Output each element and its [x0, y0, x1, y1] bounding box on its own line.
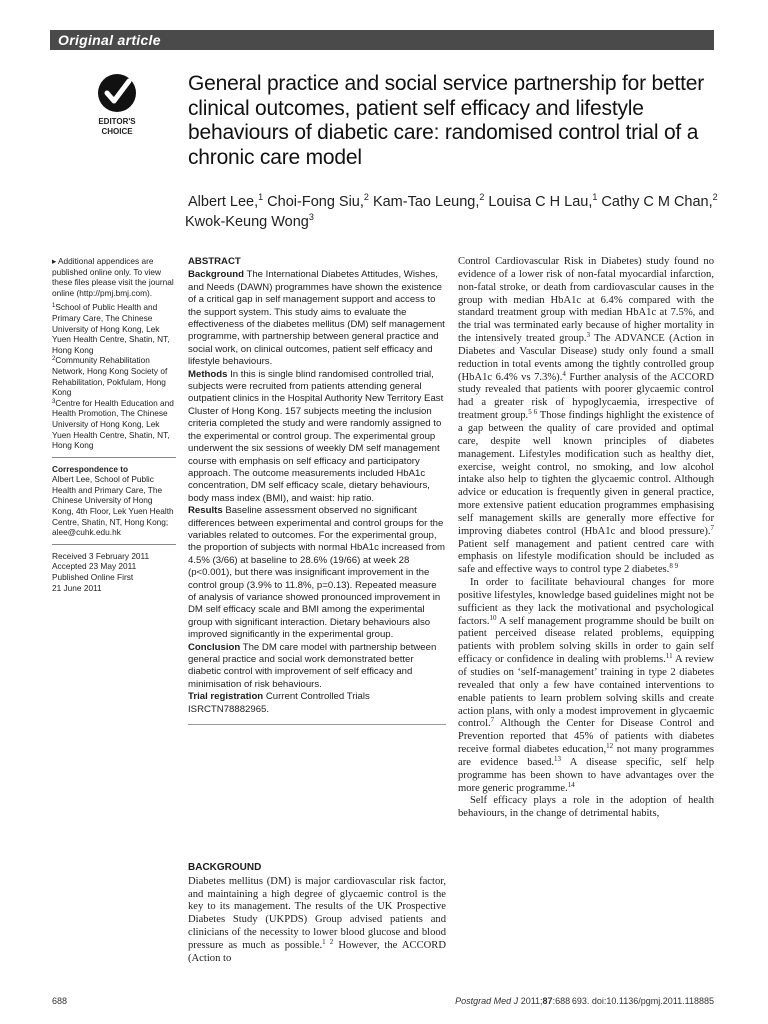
affiliation-2 [52, 355, 176, 397]
author-name: Cathy C M Chan, [597, 194, 713, 210]
affiliation-text: Community Rehabilitation Network, Hong Kong Society of Rehabilitation, Pokfulam, Hong Kong [52, 355, 168, 398]
paragraph-text: Patient self management and patient centred care with emphasis on lifestyle modification should be included as safe and effective ways to control type 2 diabetes. [458, 538, 714, 576]
author-list [185, 192, 718, 232]
abstract-section-text: Baseline assessment observed no significant differences between experimental and control groups for the variables related to outcomes. For the experimental group, the proportion of subjects with normal HbA1c increased from 4.5% (3/66) at baseline to 28.6% (19/66) at week 28 (p<0.001), but there was insignificant improvement in the control group (3.9% to 11.8%, p=0.13). Repeated measure of analysis of variance showed pronounced improvement in DM self efficacy scale and BMI among the experimental group with significant interaction. Dietary behaviours also improved significantly in the experimental group. [188, 505, 446, 641]
paragraph-text: A self management programme should be built on patient perceived disease related problems, equipping patients with problem solving skills in order to gain self efficacy or confidence in dealing with problems. [458, 615, 714, 666]
date-received: Received 3 February 2011 [52, 550, 150, 561]
abstract-conclusion [188, 642, 446, 692]
abstract-section-text: Current Controlled Trials ISRCTN78882965. [188, 691, 370, 715]
right-column-body [458, 256, 714, 821]
author-affiliation-mark: 1 [258, 192, 264, 202]
citation-mark: 8 9 [669, 562, 679, 571]
paragraph-text: However, the ACCORD (Action to [188, 939, 446, 964]
citation-mark: 1 2 [322, 937, 334, 946]
abstract-background [188, 269, 446, 368]
sidebar-notes [52, 256, 176, 593]
affiliation-text: School of Public Health and Primary Care, The Chinese University of Hong Kong, Lek Yuen Health Centre, Shatin, NT, Hong Kong [52, 302, 170, 355]
author-affiliation-mark: 2 [712, 192, 718, 202]
author-affiliation-mark: 1 [592, 192, 598, 202]
section-band [50, 30, 714, 50]
paragraph-text: A review of studies on ‘self-management’ training in type 2 diabetes revealed that only a few have contained interventions to enable patients to learn problem solving skills and create action plans, with only a modest improvement in glycaemic control. [458, 654, 714, 730]
abstract-heading: ABSTRACT [188, 256, 241, 267]
abstract-section-head: Background [188, 269, 244, 281]
affiliation-number: 1 [52, 303, 56, 310]
editors-choice-badge [90, 72, 144, 137]
author-affiliation-mark: 2 [479, 192, 485, 202]
journal-volume: 87 [542, 996, 553, 1006]
journal-name: Postgrad Med J [455, 996, 519, 1006]
date-published: 21 June 2011 [52, 582, 102, 593]
body-paragraph-2 [458, 577, 714, 795]
paragraph-text: The ADVANCE (Action in Diabetes and Vascular Disease) study only found a small reduction in total events among the tightly controlled group (HbA1c 6.4% vs 7.3%). [458, 333, 715, 383]
abstract-section-head: Trial registration [188, 691, 264, 703]
abstract-methods [188, 369, 446, 505]
abstract-section-text: The International Diabetes Attitudes, Wishes, and Needs (DAWN) programmes have shown the existence of a critical gap in self management support and access to the support system. This study aims to evaluate the effectiveness of the diabetes mellitus (DM) self management programme, with partnership between general practice and social work, on clinical outcomes, patient self efficacy and lifestyle behaviours. [188, 269, 445, 368]
correspondence-heading: Correspondence to [52, 463, 129, 474]
badge-line-1: EDITOR'S [98, 117, 136, 126]
affiliation-text: Centre for Health Education and Health Promotion, The Chinese University of Hong Kong, Lek Yuen Health Centre, Shatin, NT, Hong Kong [52, 397, 174, 451]
abstract-section-head: Results [188, 505, 223, 517]
paragraph-text: not many programmes are evidence based. [458, 744, 714, 768]
paragraph-text: Control Cardiovascular Risk in Diabetes) study found no evidence of a lower risk of non-fatal myocardial infarction, non-fatal stroke, or death from cardiovascular causes in the group with median HbA1c at 6.4% compared with the standard treatment group with median HbA1c at 7.5%, and the trial was terminated early because of higher mortality in the intensively treated group. [458, 256, 714, 345]
paragraph-text: In order to facilitate behavioural changes for more positive lifestyles, knowledge based guidelines might not be sufficient as they lack the motivational and psychological factors. [458, 577, 714, 627]
date-accepted: Accepted 23 May 2011 [52, 561, 137, 572]
section-label: Original article [58, 32, 161, 48]
journal-citation [455, 996, 714, 1006]
author-name: Albert Lee, [188, 194, 259, 210]
author-affiliation-mark: 3 [308, 212, 314, 222]
journal-year: 2011; [520, 996, 543, 1006]
citation-mark: 12 [606, 742, 614, 751]
correspondence-text: Albert Lee, School of Public Health and Primary Care, The Chinese University of Hong Kong, 4th Floor, Lek Yuen Health Centre, Shatin, NT, Hong Kong; alee@cuhk.edu.hk [52, 474, 174, 538]
paragraph-text: Further analysis of the ACCORD study revealed that patients with poorer glycaemic control had a greater risk of hypoglycaemia, irrespective of treatment group. [458, 371, 714, 422]
citation-mark: 3 [586, 331, 591, 340]
supplementary-note: ▸ Additional appendices are published online only. To view these files please visit the journal online (http://pmj.bmj.com). [52, 256, 174, 298]
citation-mark: 13 [554, 754, 562, 763]
sidebar-divider [52, 457, 176, 458]
author-name: Louisa C H Lau, [484, 194, 593, 210]
background-paragraph [188, 876, 446, 966]
author-name: Kwok-Keung Wong [185, 214, 309, 230]
abstract-section-text: The DM care model with partnership between general practice and social work demonstrated better diabetic control with improvement of self efficacy and minimisation of risk behaviours. [188, 641, 437, 690]
affiliation-number: 3 [52, 398, 56, 405]
abstract [188, 256, 446, 725]
abstract-trial-registration [188, 691, 446, 716]
paragraph-text: A disease specific, self help programme has been shown to have advantages over the more generic programme. [458, 756, 714, 794]
citation-mark: 7 [710, 523, 714, 532]
article-title: General practice and social service partnership for better clinical outcomes, patient self efficacy and lifestyle behaviours of diabetic care: randomised control trial of a chronic care model [188, 72, 704, 169]
abstract-divider [188, 724, 446, 725]
citation-mark: 7 [490, 716, 495, 725]
citation-mark: 5 6 [528, 408, 538, 417]
body-paragraph-3: Self efficacy plays a role in the adoption of health behaviours, in the change of detrimental habits, [458, 795, 714, 820]
journal-pages-doi: :688 693. doi:10.1136/pgmj.2011.118885 [552, 996, 714, 1006]
background-heading: BACKGROUND [188, 862, 262, 873]
citation-mark: 11 [665, 652, 673, 661]
checkmark-badge-icon [96, 72, 138, 114]
abstract-section-head: Conclusion [188, 641, 241, 653]
badge-text [90, 117, 144, 137]
date-published-label: Published Online First [52, 572, 134, 583]
affiliation-1 [52, 302, 176, 355]
abstract-section-text: In this is single blind randomised controlled trial, subjects were recruited from patients attending general outpatient clinics in the Hospital Authority New Territory East Cluster of Hong Kong. 157 subjects meeting the inclusion criteria completed the study and were randomly assigned to the experimental or control group. The experimental group underwent the six sessions of weekly DM self management course with emphasis on self efficacy and participatory approach. The outcome measurements included HbA1c concentration, DM self efficacy scale, dietary behaviours, body mass index (BMI), and waist: hip ratio. [188, 368, 444, 504]
paragraph-text: Although the Center for Disease Control and Prevention reported that 45% of patients with diabetes receive formal diabetes education, [458, 718, 714, 756]
affiliation-number: 2 [52, 356, 56, 363]
body-paragraph-1 [458, 256, 714, 577]
author-name: Kam-Tao Leung, [368, 194, 480, 210]
paragraph-text: Those findings highlight the existence of a gap between the quality of care provided and optimal care, despite well known principles of diabetes management. Lifestyles modification such as healthy diet, exercise, weight control, no smoking, and low alcohol intake also help to tighten the glycaemic control. Although advice or education is frequently given in general practice, more extensive patient education programmes emphasising self management skills are generally more effective for improving diabetes control (HbA1c and blood pressure). [458, 410, 715, 537]
author-affiliation-mark: 2 [363, 192, 369, 202]
author-name: Choi-Fong Siu, [263, 194, 364, 210]
abstract-results [188, 505, 446, 641]
citation-mark: 14 [567, 780, 575, 789]
abstract-section-head: Methods [188, 368, 228, 380]
citation-mark: 4 [562, 369, 566, 378]
paragraph-text: Diabetes mellitus (DM) is major cardiovascular risk factor, and maintaining a high degree of glycaemic control is the key to its management. The results of the UK Prospective Diabetes Study (UKPDS) Group advised patients and clinicians of the necessity to lower blood glucose and blood pressure as much as possible. [188, 875, 446, 951]
citation-mark: 10 [489, 613, 497, 622]
badge-line-2: CHOICE [101, 127, 133, 136]
background-section [188, 862, 446, 965]
sidebar-divider [52, 544, 176, 545]
page-number: 688 [52, 996, 68, 1006]
affiliation-3 [52, 398, 176, 451]
